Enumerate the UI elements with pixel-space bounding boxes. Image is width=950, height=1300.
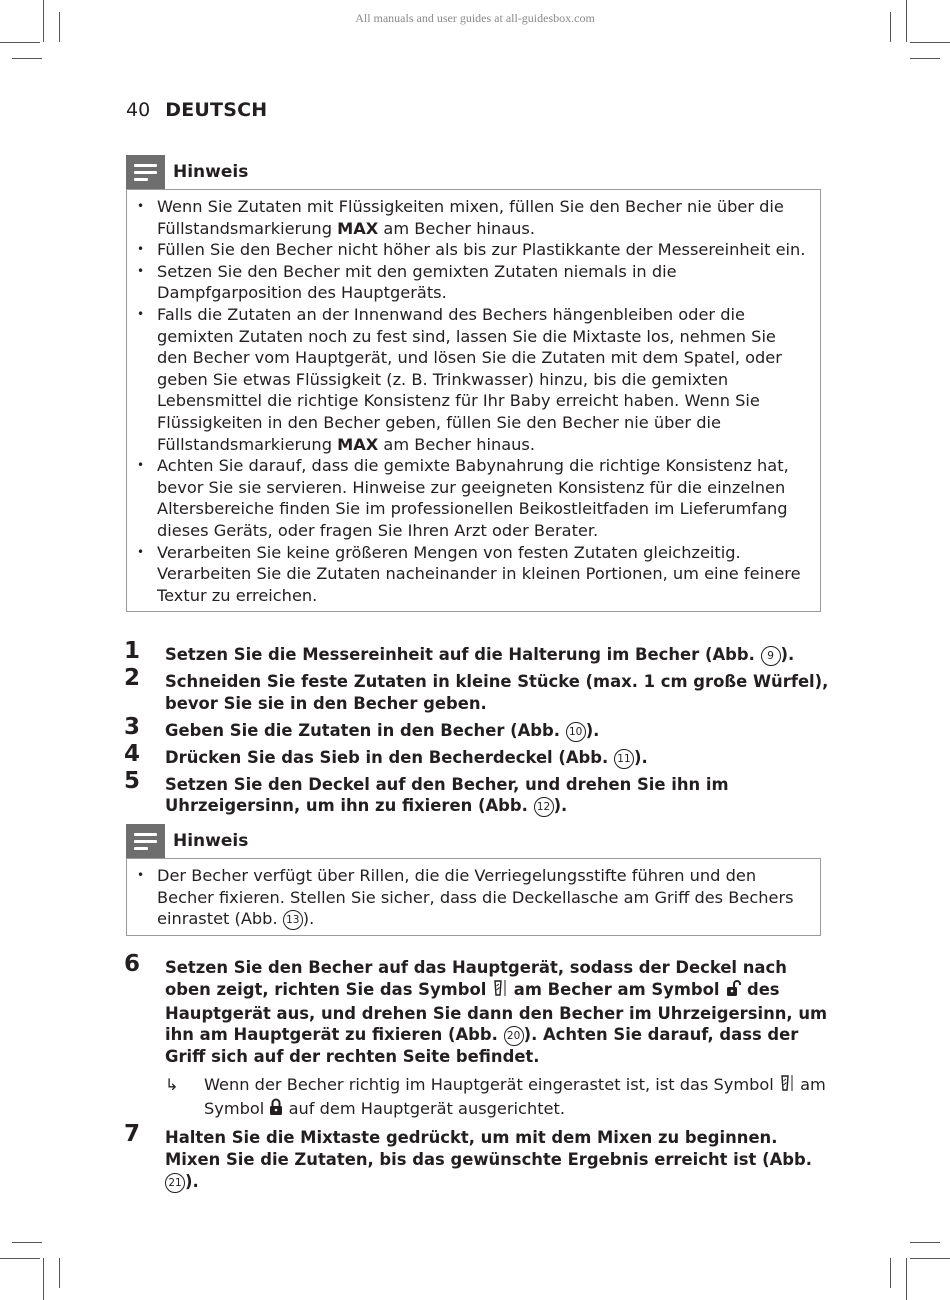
page-header [126,99,267,121]
unlock-icon [725,979,741,1003]
step-item: 5 Setzen Sie den Deckel auf den Becher, und drehen Sie ihn im Uhrzeigersinn, um ihn zu fixieren (Abb. 12 ). [124,767,729,816]
note-icon [126,155,165,189]
figure-ref: 9 [761,646,781,666]
note-box [126,858,821,936]
watermark: All manuals and user guides at all-guidesbox.com [355,11,595,25]
note-item: • Falls die Zutaten an der Innenwand des Bechers hängenbleiben oder die gemixten Zutaten noch zu fest sind, lassen Sie die Mixtaste los, nehmen Sie den Becher vom Hauptgerät, und lösen Sie die Zutaten mit dem Spatel, oder geben Sie etwas Flüssigkeit (z. B. Trinkwasser) hinzu, bis die gemixten Lebensmittel die richtige Konsistenz für Ihr Baby erreicht haben. Wenn Sie Flüssigkeiten in den Becher geben, füllen Sie den Becher nie über die Füllstandsmarkierung MAX am Becher hinaus. [137,304,782,454]
step-item: 3 Geben Sie die Zutaten in den Becher (Abb. 10 ). [124,713,600,740]
note-item: • Verarbeiten Sie keine größeren Mengen von festen Zutaten gleichzeitig. Verarbeiten Sie die Zutaten nacheinander in kleinen Portionen, um eine feinere Textur zu erreichen. [137,542,801,605]
figure-ref: 21 [165,1173,185,1193]
lock-icon [269,1098,283,1122]
step-item: 4 Drücken Sie das Sieb in den Becherdeckel (Abb. 11 ). [124,740,648,767]
figure-ref: 13 [283,910,303,930]
page-number: 40 [126,99,151,121]
step-item: 7 Halten Sie die Mixtaste gedrückt, um mit dem Mixen zu beginnen. Mixen Sie die Zutaten, bis das gewünschte Ergebnis erreicht ist (Abb. 21 ). [124,1121,812,1191]
note-box [126,189,821,612]
note-icon [126,824,165,858]
cup-alignment-icon [492,979,508,1003]
figure-ref: 20 [504,1026,524,1046]
section-title: DEUTSCH [165,99,268,121]
step-item: 1 Setzen Sie die Messereinheit auf die Halterung im Becher (Abb. 9 ). [124,638,795,664]
note-item: • Der Becher verfügt über Rillen, die die Verriegelungsstifte führen und den Becher fixieren. Stellen Sie sicher, dass die Deckellasche am Griff des Bechers einrastet (Abb. 13 ). [137,866,794,929]
step-result: ↳ Wenn der Becher richtig im Hauptgerät eingerastet ist, ist das Symbol am Symbol auf dem Hauptgerät ausgerichtet. [124,1074,829,1121]
instruction-steps [124,638,829,817]
step-item: 6 Setzen Sie den Becher auf das Hauptgerät, sodass der Deckel nach oben zeigt, richten Sie das Symbol am Becher am Symbol des Hauptgerät aus, und drehen Sie dann den Becher im Uhrzeigersinn, um ihn am Hauptgerät zu fixieren (Abb. 20 ). Achten Sie darauf, dass der Griff sich auf der rechten Seite befindet. ↳ Wenn der Becher richtig im Hauptgerät eingerastet ist, ist das Symbol am Symbol auf dem Hauptgerät ausgerichtet. [124,957,829,1121]
result-arrow-icon: ↳ [165,1075,179,1095]
note-item: • Füllen Sie den Becher nicht höher als bis zur Plastikkante der Messereinheit ein. [137,240,806,260]
note-item: • Setzen Sie den Becher mit den gemixten Zutaten niemals in die Dampfgarposition des Hauptgeräts. [137,261,677,303]
figure-ref: 12 [534,797,554,817]
figure-ref: 11 [614,749,634,769]
note-title: Hinweis [173,831,249,851]
note-item: • Achten Sie darauf, dass die gemixte Babynahrung die richtige Konsistenz hat, bevor Sie sie servieren. Hinweise zur geeigneten Konsistenz für die einzelnen Altersbereiche finden Sie im professionellen Beikostleitfaden im Lieferumfang dieses Geräts, oder fragen Sie Ihren Arzt oder Berater. [137,456,789,540]
instruction-steps [124,951,829,1193]
cup-alignment-icon [779,1074,795,1098]
note-title: Hinweis [173,162,249,182]
note-item: • Wenn Sie Zutaten mit Flüssigkeiten mixen, füllen Sie den Becher nie über die Füllstandsmarkierung MAX am Becher hinaus. [137,197,784,238]
figure-ref: 10 [566,722,586,742]
step-item: 2 Schneiden Sie feste Zutaten in kleine Stücke (max. 1 cm große Würfel), bevor Sie sie in den Becher geben. [124,665,829,713]
